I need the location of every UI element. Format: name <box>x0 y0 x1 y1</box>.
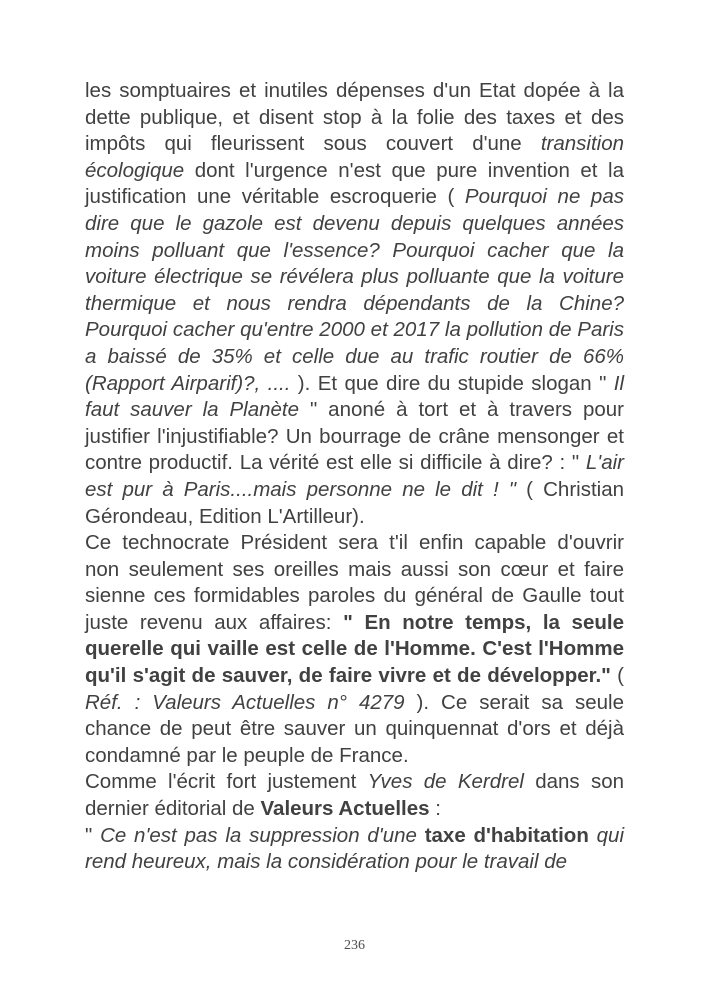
text-run: qui rend heureux, mais la considération pour le travail de <box>85 823 624 874</box>
text-run: Il faut sauver la Planète <box>85 371 624 422</box>
page-number: 236 <box>344 938 365 953</box>
text-run: ). Ce serait sa seule chance de peut être sauver un quinquennat d'ors et déjà condamné par le peuple de France. <box>85 690 624 767</box>
text-run: ( <box>610 664 624 688</box>
text-run: Yves de Kerdrel <box>367 770 524 794</box>
text-run: " En notre temps, la seule querelle qui vaille est celle de l'Homme. C'est l'Homme qu'il s'agit de sauver, de faire vivre et de développer." <box>85 610 624 688</box>
text-run: les somptuaires et inutiles dépenses d'un Etat dopée à la dette publique, et disent stop à la folie des taxes et des impôts qui fleurissent sous couvert d'une <box>85 79 624 156</box>
text-run: : <box>429 797 441 821</box>
text-run: Pourquoi ne pas dire que le gazole est devenu depuis quelques années moins polluant que l'essence? Pourquoi cacher que la voiture électrique se révélera plus polluante que la voiture thermique et nous rendra dépendants de la Chine? Pourquoi cacher qu'entre 2000 et 2017 la pollution de Paris a baissé de 35% et celle due au trafic routier de 66% (Rapport Airparif)?, .... <box>85 185 624 395</box>
paragraph-2 <box>85 530 624 769</box>
text-run: Comme l'écrit fort justement <box>85 770 368 794</box>
text-run: transition écologique <box>85 132 624 182</box>
text-run: Valeurs Actuelles <box>260 797 430 821</box>
text-block <box>85 78 624 876</box>
text-run: Réf. : Valeurs Actuelles n° 4279 <box>85 690 405 714</box>
text-run: dont l'urgence n'est que pure invention et la justification une véritable escroquerie ( <box>85 158 624 209</box>
text-run: L'air est pur à Paris....mais personne ne le dit ! " <box>85 451 624 501</box>
paragraph-4 <box>85 823 624 876</box>
paragraph-1 <box>85 78 624 530</box>
text-run: Ce technocrate Président sera t'il enfin capable d'ouvrir non seulement ses oreilles mais aussi son cœur et faire sienne ces formidables paroles du général de Gaulle tout juste revenu aux affaires: <box>85 531 624 634</box>
text-run: ). Et que dire du stupide slogan " <box>297 371 614 395</box>
text-run: " anoné à tort et à travers pour justifier l'injustifiable? Un bourrage de crâne mensonger et contre productif. La vérité est elle si difficile à dire? : " <box>85 398 624 475</box>
paragraph-3 <box>85 769 624 822</box>
text-run: ( Christian Gérondeau, Edition L'Artilleur). <box>85 477 625 528</box>
text-run: Ce n'est pas la suppression d'une <box>100 823 425 847</box>
text-run: taxe d'habitation <box>424 823 589 847</box>
text-run: " <box>85 823 101 847</box>
text-run: dans son dernier éditorial de <box>85 770 625 821</box>
